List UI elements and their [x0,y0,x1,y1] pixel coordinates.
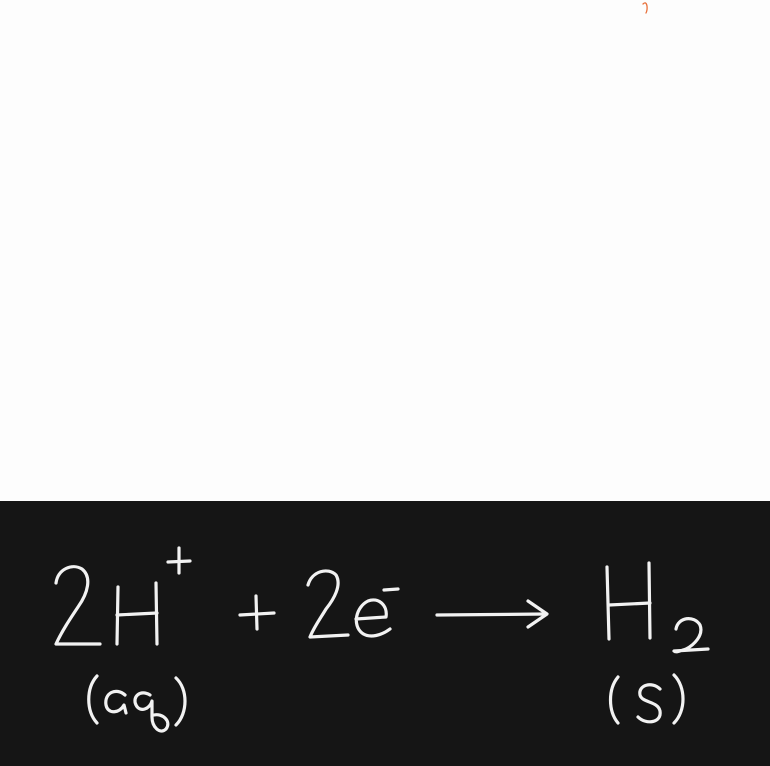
plus-operator [240,596,274,629]
positive-charge-superscript [168,548,190,573]
hydrogen-letter-reactant [117,583,157,644]
reaction-arrow [437,601,547,627]
stray-pen-mark [640,0,652,16]
handwritten-equation [0,501,770,766]
coefficient-2-reactant [56,567,100,644]
aqueous-state-label [89,676,185,731]
coefficient-2-electron [308,571,348,637]
hydrogen-letter-product [607,563,650,639]
electron-letter [356,600,390,636]
equation-board [0,501,770,766]
negative-charge-superscript [384,589,398,590]
solid-state-label [611,675,684,723]
subscript-2-product [674,619,708,652]
